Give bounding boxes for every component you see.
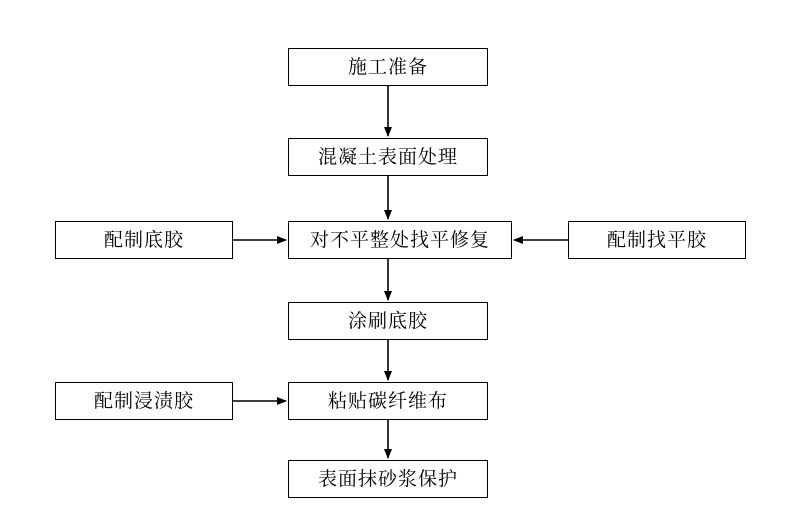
node-bond-carbon-fiber-cloth[interactable] xyxy=(288,382,488,420)
node-label: 混凝土表面处理 xyxy=(317,145,458,168)
node-label: 涂刷底胶 xyxy=(347,309,428,332)
node-level-repair-uneven-areas[interactable] xyxy=(288,221,512,259)
node-label: 施工准备 xyxy=(347,55,428,78)
node-label: 配制浸渍胶 xyxy=(93,389,194,412)
node-prepare-leveling-glue[interactable] xyxy=(568,221,746,259)
node-surface-mortar-protection[interactable] xyxy=(288,460,488,498)
node-label: 配制找平胶 xyxy=(606,228,707,251)
node-apply-base-glue[interactable] xyxy=(288,302,488,340)
node-prepare-impregnating-glue[interactable] xyxy=(55,382,233,420)
node-label: 表面抹砂浆保护 xyxy=(317,467,458,490)
node-label: 对不平整处找平修复 xyxy=(309,228,490,251)
node-prepare-base-glue[interactable] xyxy=(55,221,233,259)
node-construction-preparation[interactable] xyxy=(288,48,488,86)
node-concrete-surface-treatment[interactable] xyxy=(288,138,488,176)
node-label: 配制底胶 xyxy=(103,228,184,251)
node-label: 粘贴碳纤维布 xyxy=(327,389,448,412)
